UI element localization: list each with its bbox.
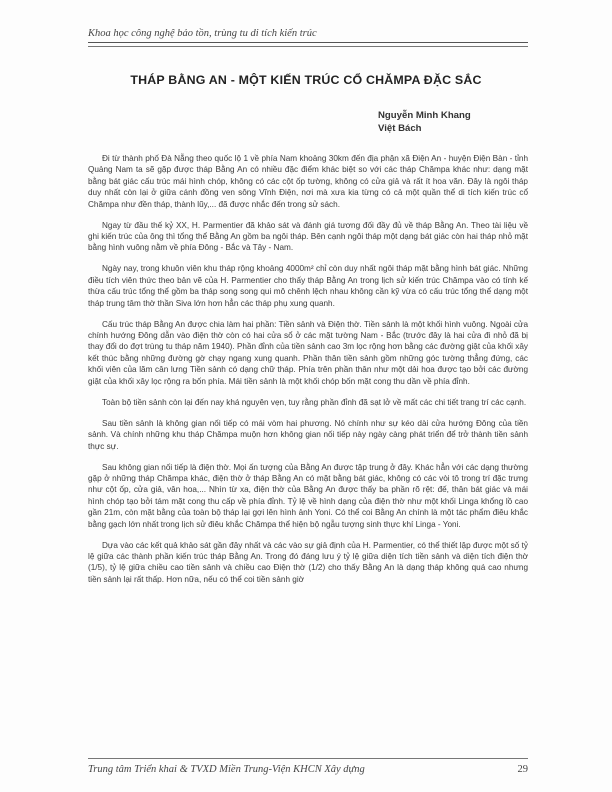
body-paragraph: Dựa vào các kết quả khảo sát gần đây nhất và các vào sự giả định của H. Parmentier, có thể thiết lập được một số tỷ lệ giữa các thành phần kiến trúc tháp Bằng An. Trong đó đáng lưu ý tỷ lệ giữa diện tích tiền sảnh và diện tích điện thờ (1/5), tỷ lệ giữa chiều cao tiền sảnh và chiều cao Điện thờ (1/2) cho thấy Bằng An là dạng tháp không quá cao nhưng tiền sảnh lại rất thấp. Hơn nữa, nếu có thể coi tiền sảnh giờ [88, 540, 528, 584]
page-number: 29 [517, 764, 528, 775]
article-body [88, 153, 528, 595]
body-paragraph: Sau tiền sảnh là không gian nối tiếp có mái vòm hai phương. Nó chính như sự kéo dài cửa hướng Đông của tiền sảnh. Và chính những khu tháp Chămpa muộn hơn không gian nối tiếp này ngày càng phát triển để trở thành tiền sảnh thực sự. [88, 418, 528, 451]
author-name: Việt Bách [378, 123, 422, 134]
body-paragraph: Ngay từ đầu thế kỷ XX, H. Parmentier đã khảo sát và đánh giá tương đối đầy đủ về tháp Bằng An. Theo tài liệu về ghi kiến trúc của ông thì tổng thể Bằng An gồm ba ngôi tháp. Bên cạnh ngôi tháp một dạng bát giác còn hai tháp nhỏ mặt bằng hình vuông nằm về phía Đông - Bắc và Tây - Nam. [88, 220, 528, 253]
body-paragraph: Toàn bộ tiền sảnh còn lại đến nay khá nguyên vẹn, tuy rằng phần đỉnh đã sạt lở về mất các chi tiết trang trí các cạnh. [102, 397, 527, 407]
body-paragraph: Cấu trúc tháp Bằng An được chia làm hai phần: Tiền sảnh và Điện thờ. Tiền sảnh là một khối hình vuông. Ngoài cửa chính hướng Đông dẫn vào điện thờ còn có hai cửa sổ ở các mặt tường Nam - Bắc (trước đây là hai cửa đi nhỏ đã bị thay đổi do đợt trùng tu tháp năm 1940). Phần đỉnh của tiền sảnh cao 3m lọc rộng hơn bằng các đường giật của khối xây kết thúc bằng những đường gờ chạy ngang xung quanh. Phần thân tiền sảnh gồm những góc tường thẳng đứng, các khối viên của lăm cân lưng Tiền sảnh có dạng chữ tháp. Phía trên phần thân như một dải hoa được tạo bởi các đường giật của khối xây lọc rộng ra bốn phía. Mái tiền sảnh là một khối chóp bốn mặt cong thu dần về phía đỉnh. [88, 319, 528, 386]
body-paragraph: Ngày nay, trong khuôn viên khu tháp rộng khoảng 4000m² chỉ còn duy nhất ngôi tháp mặt bằng hình bát giác. Những điều tích viên thức theo bản vẽ của H. Parmentier cho thấy tháp Bằng An trong lịch sử kiến trúc Chămpa vào có tính kế thừa cấu trúc tổng thể gồm ba tháp song song qui mô chênh lệch nhau không cần kỹ vừa có cấu trúc tổng thể dạng một tháp trung tâm thờ thần Siva lớn hơn hẳn các tháp phụ xung quanh. [88, 264, 528, 308]
author-name: Nguyễn Minh Khang [378, 110, 471, 121]
page-footer [88, 758, 528, 775]
footer-institution: Trung tâm Triển khai & TVXD Miền Trung-Viện KHCN Xây dựng [88, 764, 365, 775]
author-block [378, 109, 518, 135]
running-header: Khoa học công nghệ bảo tồn, trùng tu di tích kiến trúc [88, 28, 528, 43]
body-paragraph: Sau không gian nối tiếp là điện thờ. Mọi ấn tượng của Bằng An được tập trung ở đây. Khác hẳn với các dạng thường gặp ở những tháp Chămpa khác, điện thờ ở tháp Bằng An có mặt bằng bát giác, không có các vòi tô trong trí đặc trưng như cột ốp, cửa giả, vân hoa,... Nhìn từ xa, điện thờ của Bằng An được thấy ba phần rõ rệt: đế, thân bát giác và mái hình chóp tạo bởi tám mặt cong thu cấp về phía đỉnh. Tỷ lệ về hình dạng của điện thờ như một khối Linga khổng lồ cao gần 21m, còn mặt bằng của toàn bộ tháp lại gợi lên hình ảnh Yoni. Có thể coi Bằng An chính là một tác phẩm điêu khắc bằng gạch lớn nhất trong lịch sử điêu khắc Chămpa thể hiện bộ ngẫu tượng sinh thực khí Linga - Yoni. [88, 462, 528, 529]
article-title: THÁP BẰNG AN - MỘT KIẾN TRÚC CỔ CHĂMPA ĐẶC SẮC [130, 73, 482, 87]
body-paragraph: Đi từ thành phố Đà Nẵng theo quốc lộ 1 về phía Nam khoảng 30km đến địa phận xã Điện An - huyện Điện Bàn - tỉnh Quảng Nam ta sẽ gặp được tháp Bằng An có nhiều đặc điểm khác biệt so với các tháp Chămpa khác như: dạng mặt bằng bát giác cấu trúc mái hình chóp, không có các cột ốp tường, không có cửa giả và rất ít hoa văn. Đây là ngôi tháp duy nhất còn lại ở giữa cánh đồng ven sông Vĩnh Điện, nơi mà xưa kia từng có cả một quần thể di tích kiến trúc cổ Chămpa như đền tháp, thành lũy,... đã được nhắc đến trong sử sách. [88, 154, 528, 209]
header-rule [88, 46, 528, 47]
